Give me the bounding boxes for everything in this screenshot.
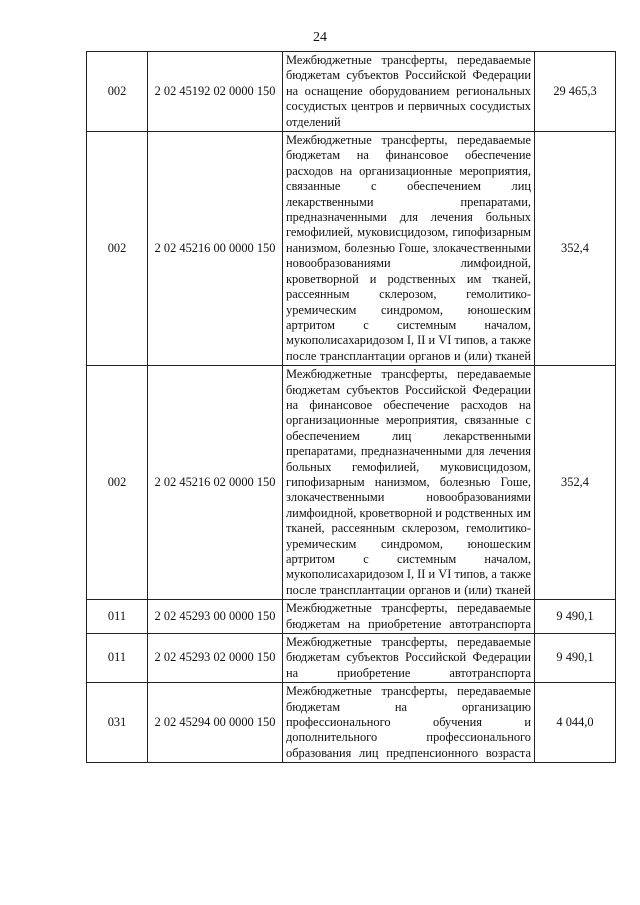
description-cell: Межбюджетные трансферты, передаваемые бюджетам на организацию профессионального обучения и дополнительного профессионального образования лиц предпенсионного возраста [283,683,535,763]
table-row [87,52,616,132]
table-row [87,366,616,600]
description-cell: Межбюджетные трансферты, передаваемые бюджетам субъектов Российской Федерации на оснащение оборудованием региональных сосудистых центров и первичных сосудистых отделений [283,52,535,132]
amount-cell: 29 465,3 [535,52,616,132]
table-row [87,132,616,366]
budget-table [86,51,616,763]
page-number: 24 [313,30,327,45]
description-cell: Межбюджетные трансферты, передаваемые бюджетам субъектов Российской Федерации на приобретение автотранспорта [283,634,535,683]
table-row [87,634,616,683]
revenue-code-cell: 2 02 45293 00 0000 150 [148,600,283,634]
amount-cell: 9 490,1 [535,600,616,634]
admin-code-cell: 002 [87,366,148,600]
revenue-code-cell: 2 02 45294 00 0000 150 [148,683,283,763]
admin-code-cell: 002 [87,132,148,366]
description-cell: Межбюджетные трансферты, передаваемые бюджетам на финансовое обеспечение расходов на организационные мероприятия, связанные с обеспечением лиц лекарственными препаратами, предназначенными для лечения больных гемофилией, муковисцидозом, гипофизарным нанизмом, болезнью Гоше, злокачественными новообразованиями лимфоидной, кроветворной и родственных им тканей, рассеянным склерозом, гемолитико-уремическим синдромом, юношеским артритом с системным началом, мукополисахаридозом I, II и VI типов, а также после трансплантации органов и (или) тканей [283,132,535,366]
admin-code-cell: 031 [87,683,148,763]
amount-cell: 9 490,1 [535,634,616,683]
amount-cell: 4 044,0 [535,683,616,763]
revenue-code-cell: 2 02 45216 00 0000 150 [148,132,283,366]
description-cell: Межбюджетные трансферты, передаваемые бюджетам на приобретение автотранспорта [283,600,535,634]
revenue-code-cell: 2 02 45216 02 0000 150 [148,366,283,600]
admin-code-cell: 011 [87,634,148,683]
revenue-code-cell: 2 02 45192 02 0000 150 [148,52,283,132]
table-row [87,600,616,634]
admin-code-cell: 011 [87,600,148,634]
description-cell: Межбюджетные трансферты, передаваемые бюджетам субъектов Российской Федерации на финансовое обеспечение расходов на организационные мероприятия, связанные с обеспечением лиц лекарственными препаратами, предназначенными для лечения больных гемофилией, муковисцидозом, гипофизарным нанизмом, болезнью Гоше, злокачественными новообразованиями лимфоидной, кроветворной и родственных им тканей, рассеянным склерозом, гемолитико-уремическим синдромом, юношеским артритом с системным началом, мукополисахаридозом I, II и VI типов, а также после трансплантации органов и (или) тканей [283,366,535,600]
revenue-code-cell: 2 02 45293 02 0000 150 [148,634,283,683]
amount-cell: 352,4 [535,366,616,600]
amount-cell: 352,4 [535,132,616,366]
admin-code-cell: 002 [87,52,148,132]
table-row [87,683,616,763]
